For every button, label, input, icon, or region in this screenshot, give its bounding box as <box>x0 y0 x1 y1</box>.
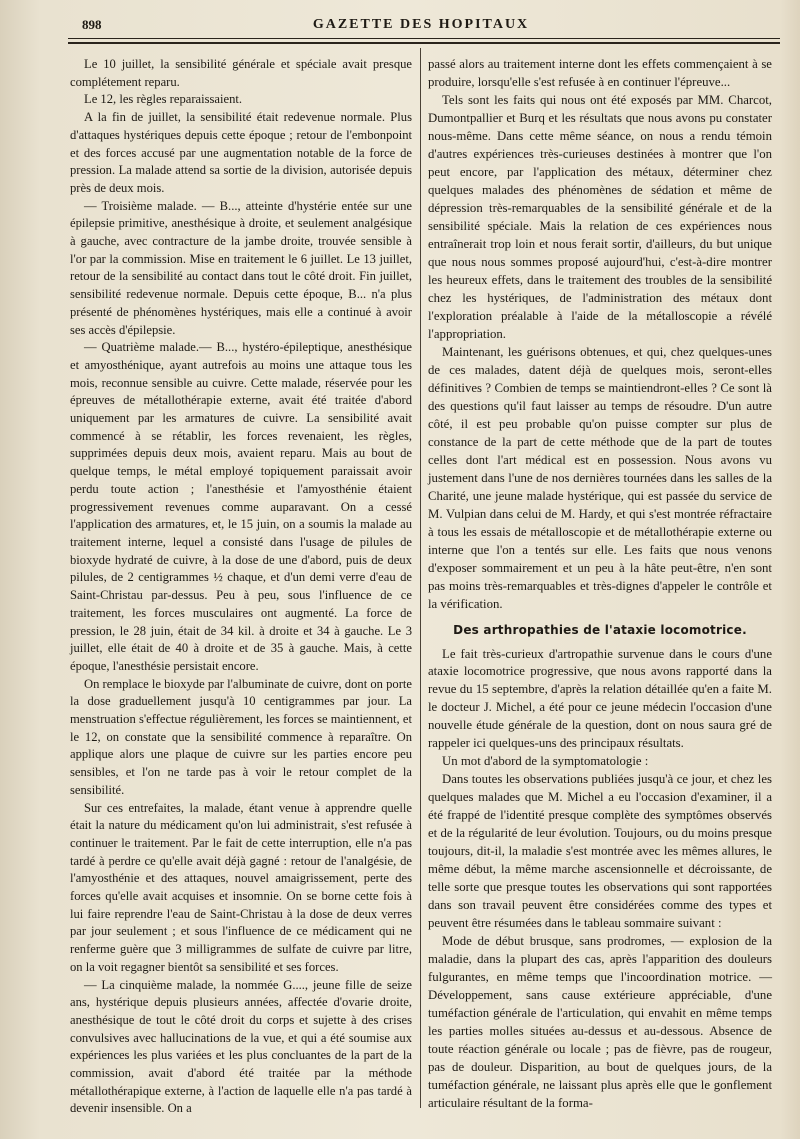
section-heading: Des arthropathies de l'ataxie locomotrice. <box>453 622 747 637</box>
paragraph: Tels sont les faits qui nous ont été exposés par MM. Charcot, Dumontpallier et Burq et les résultats que nous avons pu constater nous-même. Dans cette même séance, on nous a rendu témoin d'autres expériences très-curieuses destinées à montrer que l'on peut encore, par l'application des métaux, déterminer chez quelques malades des phénomènes de sédation et même de dépression très-remarquables de la sensibilité générale et de la sensibilité spéciale. Mais la relation de ces expériences nous entraînerait trop loin et nous ferait sortir, d'ailleurs, du but unique que nous nous sommes proposé aujourd'hui, c'est-à-dire montrer les heureux effets, dans le traitement des troubles de la sensibilité chez les hystériques, de l'administration des métaux dont l'exploration préalable à l'aide de la métalloscopie a révélé l'appropriation. <box>428 92 772 341</box>
paragraph: Mode de début brusque, sans prodromes, — explosion de la maladie, dans la plupart des cas, après l'apparition des douleurs fulgurantes, en même temps que l'incoordination motrice. — Développement, sans cause extérieure appréciable, d'une tuméfaction générale de l'articulation, qui envahit en même temps les parties molles situées au-dessus et au-dessous. Absence de toute réaction générale ou locale ; pas de fièvre, pas de rougeur, pas de douleur. Disparition, au bout de quelques jours, de la tuméfaction générale, ne laissant plus après elle que le gonflement articulaire résultant de la forma- <box>428 934 772 1111</box>
page-number: 898 <box>82 17 102 32</box>
paragraph: Le 12, les règles reparaissaient. <box>84 92 243 107</box>
paragraph: A la fin de juillet, la sensibilité était redevenue normale. Plus d'attaques hystériques depuis cette époque ; retour de l'embonpoint et des forces accusé par une augmentation notable de la force de pression. La malade attend sa sortie de la division, autorisée depuis près de deux mois. <box>70 110 412 195</box>
column-divider <box>420 48 421 1108</box>
paragraph: Sur ces entrefaites, la malade, étant venue à apprendre quelle était la nature du médicament qu'on lui administrait, s'est refusée à continuer le traitement. Par le fait de cette interruption, elle n'a pas tardé à perdre ce qu'elle avait déjà gagné : retour de l'analgésie, de l'amyosthénie et des attaques, nouvel amaigrissement, perte des forces qu'elle avait acquises et insomnie. On se borne cette fois à lui faire reprendre l'eau de Saint-Christau à la dose de deux verres par jour seulement ; et sous l'influence de ce médicament qui ne renferme guère que 3 milligrammes de sulfate de cuivre par litre, on la voit regagner bientôt sa sensibilité et ses forces. <box>70 800 412 974</box>
paragraph: Maintenant, les guérisons obtenues, et qui, chez quelques-unes de ces malades, datent déjà de quelques mois, seront-elles définitives ? Combien de temps se maintiendront-elles ? Ce sont là des questions qu'il faut laisser au temps de résoudre. D'un autre côté, il est peu probable qu'on puisse compter sur plus de constance de la part de cette méthode que de la part de toutes celles dont l'art médical est en possession. Nous avons vu justement dans l'une de nos dernières tournées dans les salles de la Charité, une jeune malade hystérique, qui est passée du service de M. Vulpian dans celui de M. Hardy, et qui s'est montrée réfractaire à tous les essais de métalloscopie et de métallothérapie externe ou interne que l'on a tentés sur elle. Les faits que nous venons d'exposer sommairement et un peu à la hâte peut-être, n'en sont pas moins très-remarquables et très-dignes d'appeler le contrôle et la vérification. <box>428 344 772 611</box>
paragraph: On remplace le bioxyde par l'albuminate de cuivre, dont on porte la dose graduellement jusqu'à 10 centigrammes par jour. La menstruation s'effectue régulièrement, les forces se maintiennent, et le 12, on constate que la sensibilité commence à reparaître. On applique alors une plaque de cuivre sur les parties encore peu sensibles, et l'on ne tarde pas à voir le retour complet de la sensibilité. <box>70 676 412 797</box>
paragraph: Un mot d'abord de la symptomatologie : <box>442 754 649 769</box>
page-header <box>60 17 782 37</box>
paragraph: Le 10 juillet, la sensibilité générale et spéciale avait presque complétement reparu. <box>70 57 412 89</box>
header-rule-thin <box>68 38 780 39</box>
paragraph: Dans toutes les observations publiées jusqu'à ce jour, et chez les quelques malades que M. Michel a eu l'occasion d'examiner, il a été frappé de l'identité presque complète des symptômes observés et de la régularité de leur évolution. Toujours, ou du moins presque toujours, dit-il, la maladie s'est montrée avec les mêmes allures, le même début, la même marche ascensionnelle et décroissante, de telle sorte que presque toutes les observations qui sont rapportées dans son travail peuvent être considérées comme des types et peuvent être résumées dans le tableau sommaire suivant : <box>428 772 772 931</box>
paragraph: Le fait très-curieux d'artropathie survenue dans le cours d'une ataxie locomotrice progressive, que nous avons rapporté dans la revue du 15 septembre, d'après la relation détaillée qu'en a faite M. le docteur J. Michel, a été pour ce jeune médecin l'occasion d'une nouvelle étude générale de la question, dont on nous saura gré de rappeler ici quelques-uns des principaux résultats. <box>428 646 772 751</box>
left-column <box>70 56 412 1118</box>
paragraph: passé alors au traitement interne dont les effets commençaient à se produire, lorsqu'elle s'est refusée à en continuer l'épreuve... <box>428 57 772 89</box>
right-column <box>428 56 772 1113</box>
paragraph: — Troisième malade. — B..., atteinte d'hystérie entée sur une épilepsie primitive, anesthésique à droite, et seulement analgésique à gauche, avec contracture de la jambe droite, trouvée sensible à l'or par la commission. Mise en traitement le 6 juillet. Le 13 juillet, retour de la sensibilité au contact dans tout le côté droit. Fin juillet, sensibilité redevenue normale. Depuis cette époque, B... n'a plus présenté de phénomènes hystériques, mais elle a continué à avoir ses accès d'épilepsie. <box>70 198 412 337</box>
paragraph: — La cinquième malade, la nommée G...., jeune fille de seize ans, hystérique depuis plusieurs années, affectée d'ovarie droite, anesthésique de tout le côté droit du corps et sujette à des crises convulsives avec hallucinations de la vue, et qui a été soumise aux expériences les plus variées et les plus concluantes de la part de la commission, avait d'abord été traitée par la méthode métallothérapique externe, à l'action de laquelle elle n'a pas tardé à devenir insensible. On a <box>70 977 412 1116</box>
journal-title: GAZETTE DES HOPITAUX <box>312 17 530 32</box>
paragraph: — Quatrième malade.— B..., hystéro-épileptique, anesthésique et amyosthénique, ayant autrefois au moins une attaque tous les mois, reconnue sensible au cuivre. Cette malade, réservée pour les épreuves de métallothérapie externe, avait été traitée d'abord uniquement par les armatures de cuivre. La sensibilité avait commencé à se rétablir, les forces revenaient, les règles, supprimées depuis deux mois, avaient reparu. Mais au bout de quelque temps, le métal employé topiquement paraissait avoir perdu toute action ; l'anesthésie et l'amyosthénie étaient progressivement revenues comme auparavant. On a cessé l'application des armatures, et, le 15 juin, on a soumis la malade au traitement interne, lequel a consisté dans l'usage de pilules de bioxyde hydraté de cuivre, à la dose de une d'abord, puis de deux pilules, de 2 centigrammes ½ chaque, et d'un demi verre d'eau de Saint-Christau par-dessus. Peu à peu, sous l'influence de ce traitement, les forces musculaires ont augmenté. La force de pression, le 28 juin, était de 34 kil. à droite et 34 à gauche. Le 3 juillet, elle était de 40 à droite et de 35 à gauche. Mais, à cette époque, l'anesthésie persistait encore. <box>70 340 412 673</box>
header-rule-thick <box>68 42 780 44</box>
